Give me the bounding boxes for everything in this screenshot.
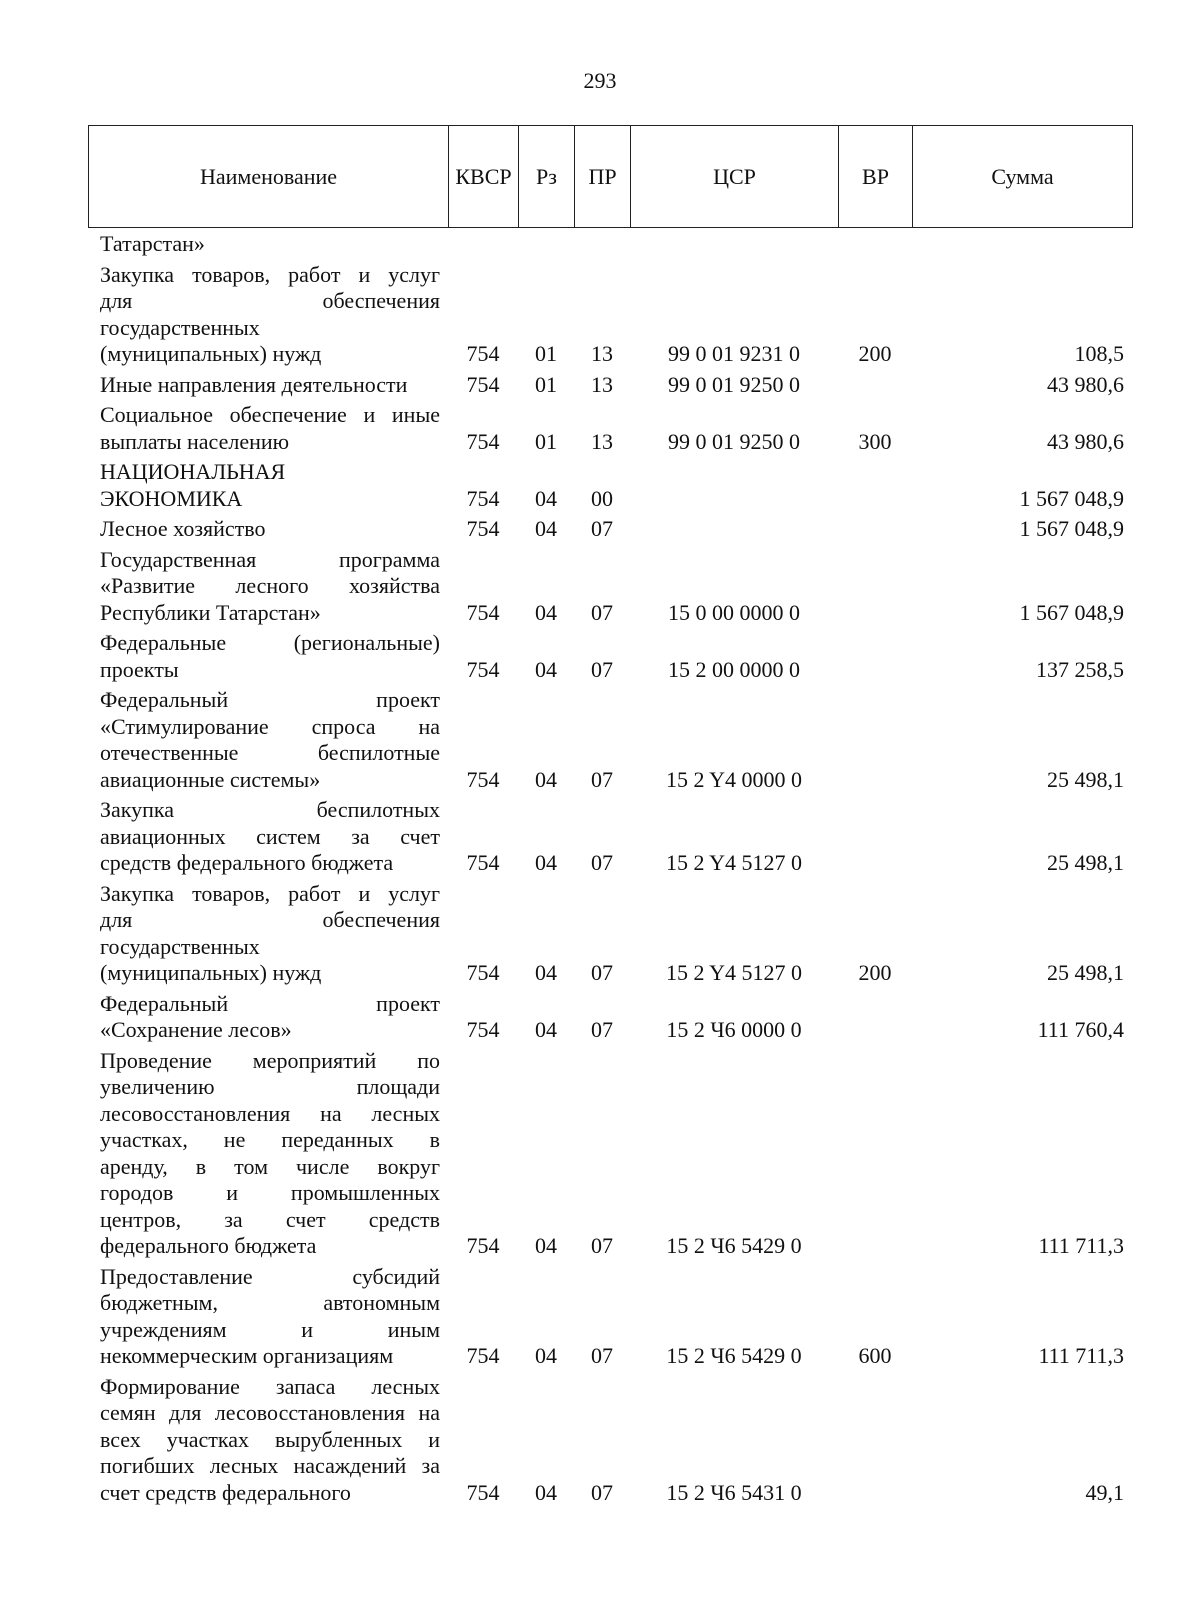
row-csr: 99 0 01 9250 0 xyxy=(668,428,800,454)
row-kvsr: 754 xyxy=(466,1017,500,1042)
row-name-line: Федеральный проект xyxy=(100,990,440,1016)
header-vr: ВР xyxy=(839,126,913,228)
row-name xyxy=(88,400,448,457)
row-rz: 04 xyxy=(535,485,557,511)
row-name xyxy=(88,1046,448,1262)
row-vr: 200 xyxy=(858,960,892,985)
row-pr: 07 xyxy=(591,656,613,682)
table-row xyxy=(88,260,1132,370)
row-kvsr: 754 xyxy=(466,1479,500,1505)
row-name-line: Проведение мероприятий по xyxy=(100,1047,440,1073)
row-kvsr: 754 xyxy=(466,850,500,875)
row-name-line: ЭКОНОМИКА xyxy=(100,485,243,511)
budget-table xyxy=(88,229,1132,1508)
row-name-line: для обеспечения xyxy=(100,288,440,313)
row-sum: 43 980,6 xyxy=(1047,371,1124,397)
row-rz: 04 xyxy=(535,960,557,985)
row-vr: 600 xyxy=(858,1343,892,1368)
row-vr xyxy=(838,370,912,401)
row-name-line: городов и промышленных xyxy=(100,1180,440,1205)
row-pr: 07 xyxy=(591,850,613,875)
row-rz: 04 xyxy=(535,1017,557,1042)
table-body xyxy=(88,229,1132,1508)
row-name xyxy=(88,457,448,514)
row-name-line: погибших лесных насаждений за xyxy=(100,1453,440,1478)
row-vr xyxy=(838,457,912,514)
row-name xyxy=(88,514,448,545)
row-name-line: Формирование запаса лесных xyxy=(100,1373,440,1399)
row-name-line: Предоставление субсидий xyxy=(100,1263,440,1289)
header-pr: ПР xyxy=(575,126,631,228)
row-name-line: некоммерческим организациям xyxy=(100,1343,394,1368)
row-name-line: авиационные системы» xyxy=(100,766,321,792)
row-name xyxy=(88,229,448,260)
row-name-line: для обеспечения xyxy=(100,907,440,932)
row-sum: 49,1 xyxy=(1085,1479,1124,1505)
row-sum: 111 760,4 xyxy=(1037,1017,1124,1042)
table-row xyxy=(88,628,1132,685)
row-sum: 111 711,3 xyxy=(1038,1233,1124,1258)
header-kvsr: КВСР xyxy=(449,126,519,228)
row-name-line: «Сохранение лесов» xyxy=(100,1017,292,1042)
table-row xyxy=(88,370,1132,401)
row-kvsr: 754 xyxy=(466,428,500,454)
row-pr: 07 xyxy=(591,516,613,541)
row-name xyxy=(88,545,448,629)
table-row xyxy=(88,879,1132,989)
row-rz: 04 xyxy=(535,766,557,792)
row-name xyxy=(88,989,448,1046)
row-name xyxy=(88,370,448,401)
row-vr xyxy=(838,628,912,685)
row-name-line: Закупка товаров, работ и услуг xyxy=(100,880,440,906)
row-name-line: выплаты населению xyxy=(100,428,290,454)
row-sum: 25 498,1 xyxy=(1047,960,1124,985)
row-pr: 07 xyxy=(591,766,613,792)
row-sum: 1 567 048,9 xyxy=(1019,516,1124,541)
row-name-line: НАЦИОНАЛЬНАЯ xyxy=(100,459,286,484)
row-pr: 13 xyxy=(591,428,613,454)
header-sum: Сумма xyxy=(913,126,1133,228)
row-name xyxy=(88,879,448,989)
row-rz: 04 xyxy=(535,516,557,541)
table-row xyxy=(88,795,1132,879)
row-pr: 13 xyxy=(591,341,613,366)
row-name xyxy=(88,795,448,879)
row-name-line: счет средств федерального xyxy=(100,1479,351,1505)
row-name-line: Закупка беспилотных xyxy=(100,797,440,822)
row-pr: 00 xyxy=(591,485,613,511)
header-rz: Рз xyxy=(519,126,575,228)
row-name-line: федерального бюджета xyxy=(100,1233,317,1258)
table-row xyxy=(88,989,1132,1046)
row-csr xyxy=(630,229,838,260)
table-row xyxy=(88,1372,1132,1509)
row-kvsr: 754 xyxy=(466,371,500,397)
row-name-line: Иные направления деятельности xyxy=(100,371,408,397)
row-name xyxy=(88,1372,448,1509)
table-row xyxy=(88,400,1132,457)
row-csr xyxy=(630,514,838,545)
row-vr xyxy=(838,1372,912,1509)
row-rz: 04 xyxy=(535,1233,557,1258)
row-name-line: Федеральные (региональные) xyxy=(100,630,440,655)
row-name xyxy=(88,628,448,685)
row-kvsr: 754 xyxy=(466,341,500,366)
header-name: Наименование xyxy=(89,126,449,228)
table-row xyxy=(88,514,1132,545)
row-kvsr: 754 xyxy=(466,516,500,541)
row-vr xyxy=(838,989,912,1046)
row-vr: 300 xyxy=(858,428,892,454)
row-pr: 07 xyxy=(591,599,613,625)
row-name-line: Социальное обеспечение и иные xyxy=(100,402,440,427)
row-csr: 15 2 Y4 5127 0 xyxy=(665,850,803,875)
row-rz: 04 xyxy=(535,1343,557,1368)
row-rz: 04 xyxy=(535,599,557,625)
row-sum: 1 567 048,9 xyxy=(1019,485,1124,511)
page-number: 293 xyxy=(583,68,617,93)
row-name-line: бюджетным, автономным xyxy=(100,1290,440,1315)
row-vr xyxy=(838,795,912,879)
table-row xyxy=(88,1262,1132,1372)
row-kvsr: 754 xyxy=(466,599,500,625)
row-name-line: Лесное хозяйство xyxy=(100,516,266,541)
row-name-line: всех участках вырубленных и xyxy=(100,1426,440,1452)
row-csr: 15 2 Y4 5127 0 xyxy=(665,960,803,985)
row-csr: 15 2 Ч6 5429 0 xyxy=(666,1233,802,1258)
row-name-line: (муниципальных) нужд xyxy=(100,341,322,366)
row-sum: 1 567 048,9 xyxy=(1019,599,1124,625)
row-name-line: аренду, в том числе вокруг xyxy=(100,1153,440,1179)
table-row xyxy=(88,457,1132,514)
row-sum: 137 258,5 xyxy=(1036,656,1124,682)
row-csr xyxy=(630,457,838,514)
table-row xyxy=(88,685,1132,795)
row-kvsr: 754 xyxy=(466,485,500,511)
row-sum: 25 498,1 xyxy=(1047,766,1124,792)
row-kvsr: 754 xyxy=(466,766,500,792)
row-csr: 99 0 01 9231 0 xyxy=(668,341,800,366)
row-kvsr xyxy=(448,229,518,260)
row-name-line: Республики Татарстан» xyxy=(100,599,321,625)
row-name-line: средств федерального бюджета xyxy=(100,850,394,875)
row-csr: 15 2 Y4 0000 0 xyxy=(665,766,803,792)
row-vr xyxy=(838,545,912,629)
row-rz xyxy=(518,229,574,260)
row-vr xyxy=(838,229,912,260)
row-name-line: «Стимулирование спроса на xyxy=(100,713,440,739)
row-rz: 01 xyxy=(535,371,557,397)
row-name xyxy=(88,260,448,370)
row-name-line: «Развитие лесного хозяйства xyxy=(100,573,440,598)
row-sum: 111 711,3 xyxy=(1038,1343,1124,1368)
table-row xyxy=(88,1046,1132,1262)
row-kvsr: 754 xyxy=(466,960,500,985)
row-sum: 43 980,6 xyxy=(1047,428,1124,454)
row-rz: 04 xyxy=(535,656,557,682)
row-csr: 15 0 00 0000 0 xyxy=(668,599,800,625)
row-name-line: лесовосстановления на лесных xyxy=(100,1100,440,1126)
row-sum: 108,5 xyxy=(1074,341,1124,366)
row-name-line: Федеральный проект xyxy=(100,687,440,712)
row-sum: 25 498,1 xyxy=(1047,850,1124,875)
row-kvsr: 754 xyxy=(466,1233,500,1258)
row-pr: 13 xyxy=(591,371,613,397)
row-sum xyxy=(912,229,1132,260)
row-rz: 04 xyxy=(535,850,557,875)
table-header xyxy=(88,125,1133,228)
row-vr xyxy=(838,1046,912,1262)
row-name-line: увеличению площади xyxy=(100,1074,440,1099)
row-pr: 07 xyxy=(591,960,613,985)
row-vr xyxy=(838,685,912,795)
row-csr: 15 2 Ч6 5431 0 xyxy=(666,1479,802,1505)
row-name-line: центров, за счет средств xyxy=(100,1206,440,1232)
table-row xyxy=(88,229,1132,260)
row-name-line: Государственная программа xyxy=(100,546,440,572)
header-csr: ЦСР xyxy=(631,126,839,228)
row-rz: 01 xyxy=(535,428,557,454)
row-csr: 15 2 Ч6 5429 0 xyxy=(666,1343,802,1368)
row-name-line: отечественные беспилотные xyxy=(100,740,440,765)
row-name-line: государственных xyxy=(100,933,260,959)
row-csr: 99 0 01 9250 0 xyxy=(668,371,800,397)
row-rz: 01 xyxy=(535,341,557,366)
row-pr: 07 xyxy=(591,1017,613,1042)
row-name-line: государственных xyxy=(100,314,260,340)
row-name-line: Закупка товаров, работ и услуг xyxy=(100,261,440,287)
row-vr: 200 xyxy=(858,341,892,366)
row-kvsr: 754 xyxy=(466,1343,500,1368)
row-csr: 15 2 00 0000 0 xyxy=(668,656,800,682)
row-name-line: учреждениям и иным xyxy=(100,1316,440,1342)
row-name xyxy=(88,685,448,795)
row-rz: 04 xyxy=(535,1479,557,1505)
row-csr: 15 2 Ч6 0000 0 xyxy=(666,1017,802,1042)
row-vr xyxy=(838,514,912,545)
row-pr: 07 xyxy=(591,1479,613,1505)
row-name xyxy=(88,1262,448,1372)
row-name-line: проекты xyxy=(100,656,179,682)
row-name-line: участках, не переданных в xyxy=(100,1127,440,1152)
table-row xyxy=(88,545,1132,629)
row-kvsr: 754 xyxy=(466,656,500,682)
row-name-line: Татарстан» xyxy=(100,231,205,256)
row-pr xyxy=(574,229,630,260)
row-name-line: авиационных систем за счет xyxy=(100,823,440,849)
row-name-line: (муниципальных) нужд xyxy=(100,960,322,985)
row-name-line: семян для лесовосстановления на xyxy=(100,1400,440,1425)
row-pr: 07 xyxy=(591,1233,613,1258)
row-pr: 07 xyxy=(591,1343,613,1368)
